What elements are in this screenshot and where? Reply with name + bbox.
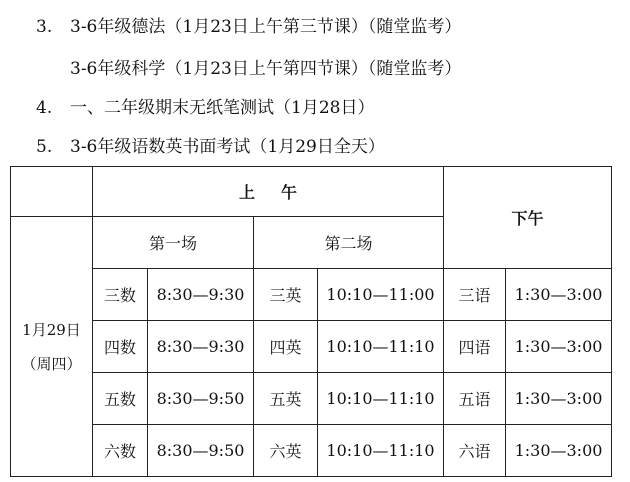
pm-subject-cell: 五语 bbox=[444, 373, 506, 425]
item-4-text: 一、二年级期末无纸笔测试（1月28日） bbox=[70, 98, 375, 118]
pm-subject-cell: 三语 bbox=[444, 269, 506, 321]
s1-time-cell: 8:30—9:50 bbox=[148, 373, 254, 425]
item-5-number: 5. bbox=[36, 137, 53, 157]
s1-subject-cell: 六数 bbox=[93, 425, 148, 477]
pm-time-cell: 1:30—3:00 bbox=[506, 425, 612, 477]
weekday-text: （周四） bbox=[21, 354, 82, 373]
s1-time-cell: 8:30—9:50 bbox=[148, 425, 254, 477]
item-4-number: 4. bbox=[36, 98, 53, 118]
s2-subject-cell: 六英 bbox=[254, 425, 318, 477]
s2-subject-cell: 四英 bbox=[254, 321, 318, 373]
item-3b bbox=[70, 54, 461, 79]
item-3-text: 3-6年级德法（1月23日上午第三节课）（随堂监考） bbox=[70, 17, 462, 37]
item-3b-text: 3-6年级科学（1月23日上午第四节课）（随堂监考） bbox=[70, 59, 462, 79]
item-5-text: 3-6年级语数英书面考试（1月29日全天） bbox=[70, 137, 385, 157]
session-2-header: 第二场 bbox=[254, 217, 444, 269]
date-cell bbox=[11, 217, 93, 477]
item-3-number: 3. bbox=[36, 17, 53, 37]
exam-schedule-table bbox=[10, 166, 612, 477]
s1-time-cell: 8:30—9:30 bbox=[148, 321, 254, 373]
s1-time-cell: 8:30—9:30 bbox=[148, 269, 254, 321]
item-5 bbox=[36, 132, 385, 157]
table-row bbox=[11, 373, 612, 425]
s2-time-cell: 10:10—11:10 bbox=[318, 373, 444, 425]
s2-time-cell: 10:10—11:00 bbox=[318, 269, 444, 321]
session-1-header: 第一场 bbox=[93, 217, 254, 269]
s1-subject-cell: 三数 bbox=[93, 269, 148, 321]
afternoon-header: 下午 bbox=[444, 167, 612, 269]
morning-header: 上午 bbox=[93, 167, 444, 217]
pm-subject-cell: 四语 bbox=[444, 321, 506, 373]
pm-subject-cell: 六语 bbox=[444, 425, 506, 477]
pm-time-cell: 1:30—3:00 bbox=[506, 373, 612, 425]
s1-subject-cell: 四数 bbox=[93, 321, 148, 373]
s1-subject-cell: 五数 bbox=[93, 373, 148, 425]
s2-subject-cell: 三英 bbox=[254, 269, 318, 321]
s2-subject-cell: 五英 bbox=[254, 373, 318, 425]
table-row bbox=[11, 269, 612, 321]
item-4 bbox=[36, 93, 374, 118]
date-text: 1月29日 bbox=[22, 320, 81, 339]
table-row bbox=[11, 425, 612, 477]
header-row-1 bbox=[11, 167, 612, 217]
s2-time-cell: 10:10—11:10 bbox=[318, 321, 444, 373]
corner-cell bbox=[11, 167, 93, 217]
pm-time-cell: 1:30—3:00 bbox=[506, 269, 612, 321]
item-3 bbox=[36, 12, 461, 37]
table-row bbox=[11, 321, 612, 373]
pm-time-cell: 1:30—3:00 bbox=[506, 321, 612, 373]
s2-time-cell: 10:10—11:10 bbox=[318, 425, 444, 477]
